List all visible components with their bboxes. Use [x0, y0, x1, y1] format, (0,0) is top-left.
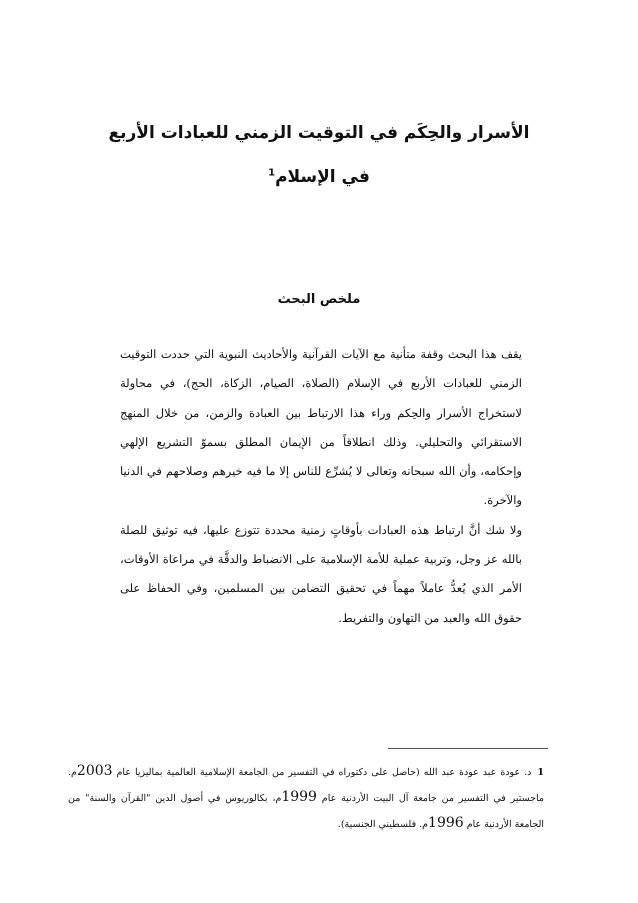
footnote-year-3: 1996 — [428, 815, 464, 831]
footnote-1 — [68, 759, 544, 837]
footnote-text-part-3: م، بكالوريوس في أصول الدين "القرآن والسنة" من الجامعة الأردنية عام — [68, 793, 544, 830]
title-line-2 — [60, 162, 578, 192]
abstract-paragraph-2: ولا شك أنَّ ارتباط هذه العبادات بأوقاتٍ زمنية محددة تتوزع عليها، فيه توثيق للصلة بالله عز وجل، وتربية عملية للأمة الإسلامية على الانضباط والدقَّة في مراعاة الأوقات، الأمر الذي يُعدُّ عاملاً مهماً في تحقيق التضامن بين المسلمين، وفي الحفاظ على حقوق الله والعبد من التهاون والتفريط. — [120, 522, 522, 625]
footnote-text-part-2: م. ماجستير في التفسير من جامعة آل البيت الأردنية عام — [68, 767, 544, 804]
footnote-number: 1 — [537, 767, 544, 778]
footnote-text-part-1: د. عودة عبد عودة عبد الله (حاصل على دكتوراه في التفسير من الجامعة الإسلامية العالمية بماليزيا عام — [112, 767, 532, 778]
title-line-2-text: في الإسلام — [275, 167, 370, 187]
title-footnote-ref: 1 — [268, 167, 276, 179]
abstract-paragraph-1: يقف هذا البحث وقفة متأنية مع الآيات القرآنية والأحاديث النبوية التي حددت التوقيت الزمني للعبادات الأربع في الإسلام (الصلاة، الصيام، الزكاة، الحج)، في محاولة لاستخراج الأسرار والحِكم وراء هذا الارتباط بين العبادة والزمن، من خلال المنهج الاستقرائي والتحليلي. وذلك انطلاقاً من الإيمان المطلق بسموّ التشريع الإلهي وإحكامه، وأن الله سبحانه وتعالى لا يُشرِّع للناس إلا ما فيه خيرهم وصلاحهم في الدنيا والآخرة. — [120, 347, 522, 508]
abstract-body — [120, 340, 522, 633]
footnote-separator — [388, 748, 548, 749]
footnotes — [68, 759, 544, 837]
title-line-1: الأسرار والحِكَم في التوقيت الزمني للعبادات الأربع — [108, 123, 530, 143]
footnote-year-2: 1999 — [281, 789, 317, 805]
footnote-text-part-4: م. فلسطيني الجنسية). — [337, 819, 429, 830]
footnote-year-1: 2003 — [76, 763, 113, 779]
summary-heading: ملخص البحث — [277, 292, 361, 307]
document-title — [60, 118, 578, 192]
